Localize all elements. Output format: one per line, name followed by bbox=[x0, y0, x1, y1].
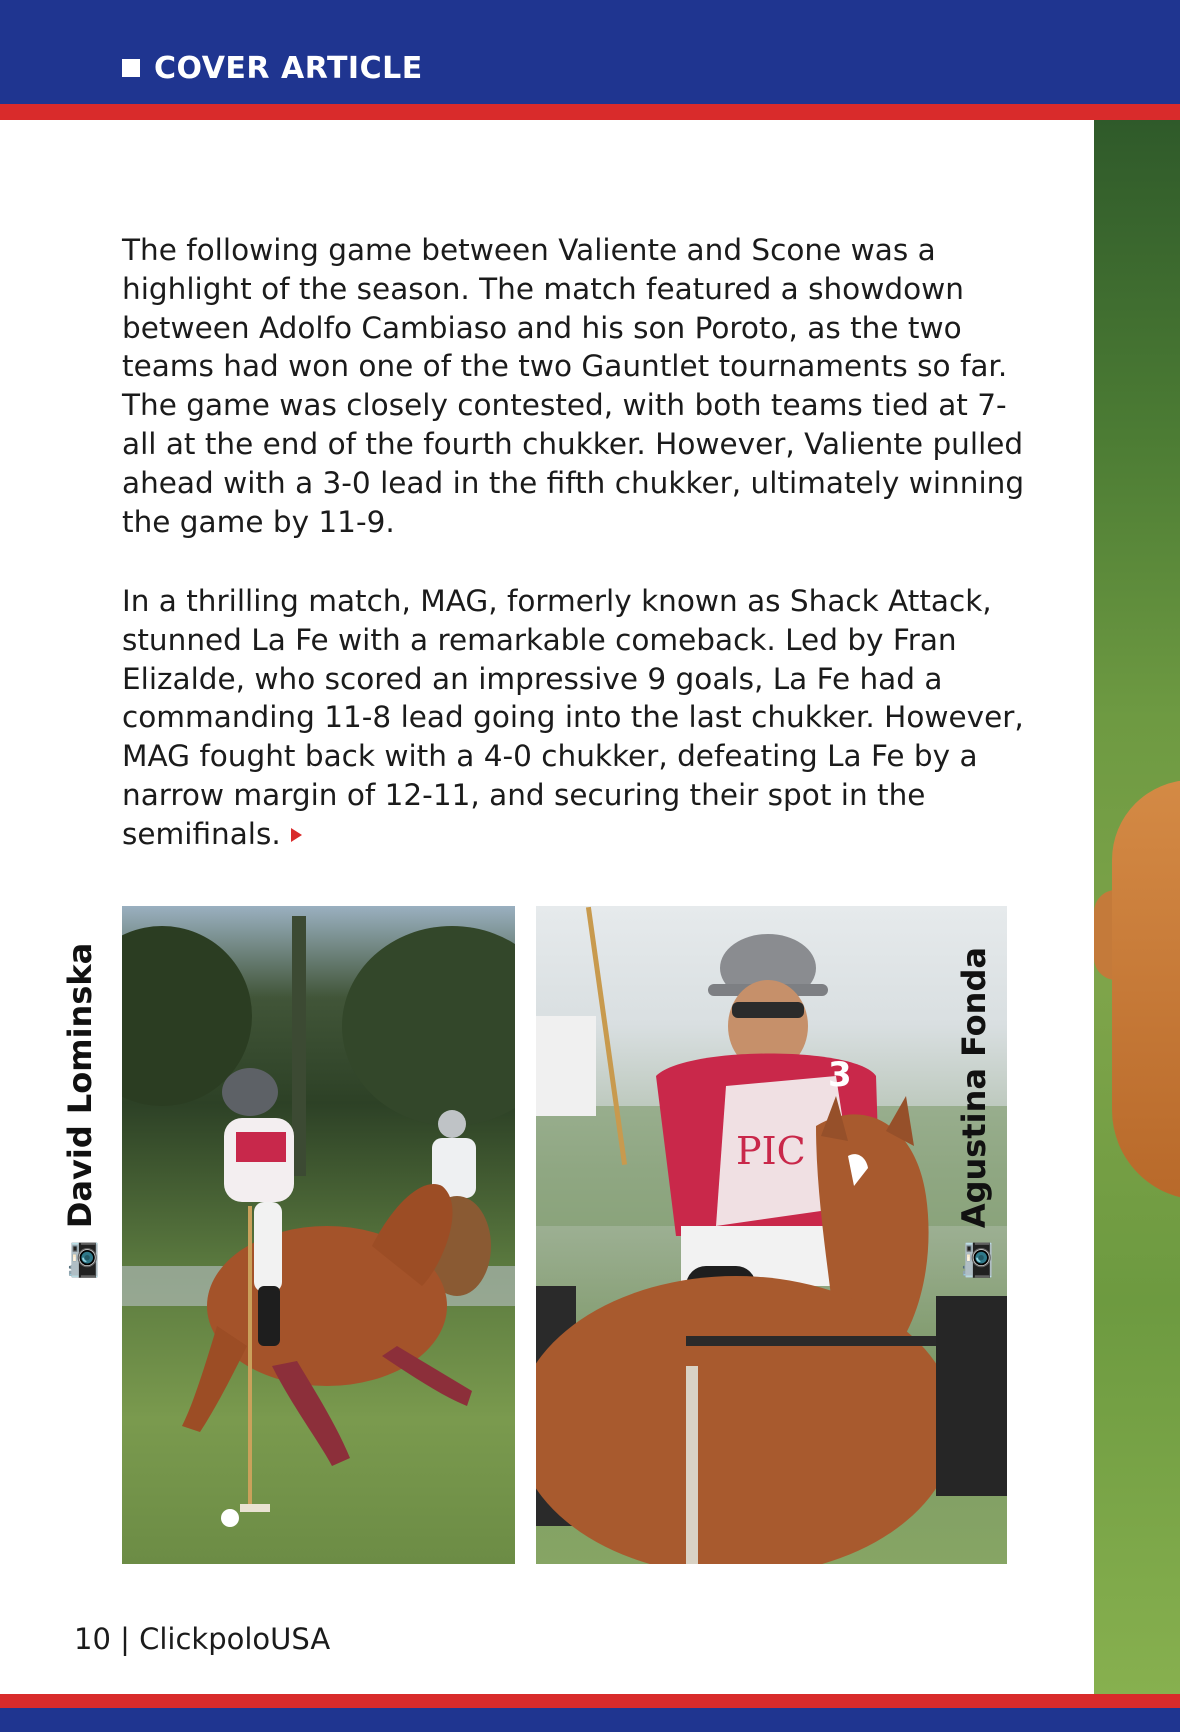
camera-icon: 📷 bbox=[955, 1240, 993, 1280]
horse-body-shape bbox=[1112, 780, 1180, 1200]
photo-credit-left bbox=[60, 940, 100, 1280]
article-paragraph-1: The following game between Valiente and Scone was a highlight of the season. The match featured a showdown between Adolfo Cambiaso and his son Poroto, as the two teams had won one of the two Gauntlet tournaments so far. The game was closely contested, with both teams tied at 7-all at the end of the fourth chukker. However, Valiente pulled ahead with a 3-0 lead in the fifth chukker, ultimately winning the game by 11-9. bbox=[122, 233, 1025, 539]
section-label-text: COVER ARTICLE bbox=[154, 50, 423, 86]
footer-accent-stripe bbox=[0, 1694, 1180, 1708]
camera-icon: 📷 bbox=[61, 1240, 99, 1280]
end-of-article-marker-icon bbox=[291, 828, 302, 842]
photo-credit-left-name: David Lominska bbox=[61, 942, 99, 1229]
jersey-text: PIC bbox=[736, 1129, 806, 1173]
section-label bbox=[122, 48, 423, 88]
photo-credit-right-name: Agustina Fonda bbox=[955, 947, 993, 1229]
article-paragraph-2 bbox=[122, 582, 1027, 854]
photo-credit-right bbox=[954, 940, 994, 1280]
article-paragraph-2-text: In a thrilling match, MAG, formerly known as Shack Attack, stunned La Fe with a remarkable comeback. Led by Fran Elizalde, who scored an impressive 9 goals, La Fe had a commanding 11-8 lead going into the last chukker. However, MAG fought back with a 4-0 chukker, defeating La Fe by a narrow margin of 12-11, and securing their spot in the semifinals. bbox=[122, 584, 1024, 851]
polo-player-right-illustration bbox=[536, 906, 1007, 1564]
header-accent-stripe bbox=[0, 104, 1180, 120]
footer-band bbox=[0, 1708, 1180, 1732]
polo-player-left-illustration bbox=[122, 906, 515, 1564]
photo-polo-player-right bbox=[536, 906, 1007, 1564]
photo-polo-player-left bbox=[122, 906, 515, 1564]
page-footer-label: 10 | ClickpoloUSA bbox=[74, 1622, 331, 1656]
right-edge-photo bbox=[1094, 120, 1180, 1694]
square-bullet-icon bbox=[122, 59, 140, 77]
jersey-number: 3 bbox=[828, 1055, 852, 1095]
